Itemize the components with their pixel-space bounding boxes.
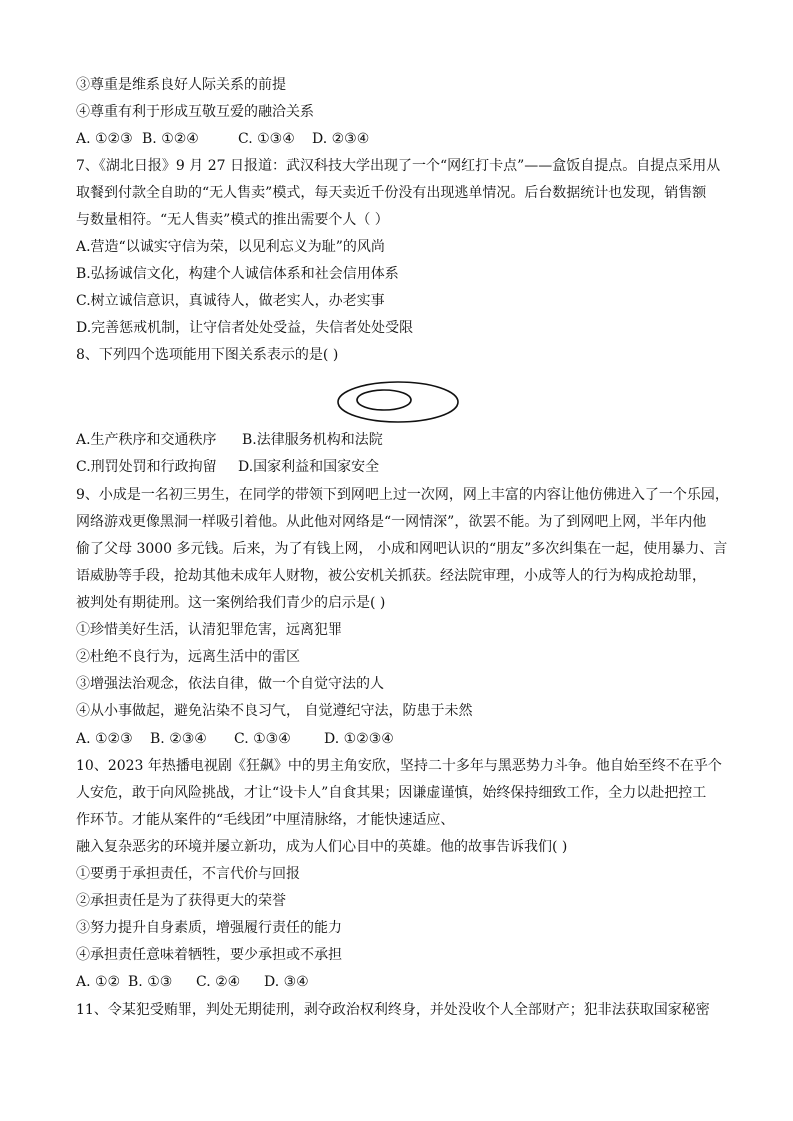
q9-item-1: ①珍惜美好生活，认清犯罪危害，远离犯罪 bbox=[76, 622, 342, 638]
q6-item-4: ④尊重有利于形成互敬互爱的融洽关系 bbox=[76, 104, 314, 120]
q9-stem-line-1: 9、小成是一名初三男生，在同学的带领下到网吧上过一次网，网上丰富的内容让他仿佛进入了一个乐园， bbox=[76, 487, 729, 503]
q6-option-d: D. ②③④ bbox=[312, 131, 370, 147]
q9-options bbox=[76, 730, 394, 748]
q8-option-b: B.法律服务机构和法院 bbox=[242, 432, 383, 448]
q10-stem-line-3: 作环节。才能从案件的“毛线团”中厘清脉络，才能快速适应、 bbox=[76, 812, 455, 828]
q9-option-b: B. ②③④ bbox=[150, 731, 207, 747]
inner-ellipse bbox=[357, 390, 411, 410]
q8-stem: 8、下列四个选项能用下图关系表示的是( ) bbox=[76, 347, 339, 363]
q9-stem-line-5: 被判处有期徒刑。这一案例给我们青少的启示是( ) bbox=[76, 595, 386, 611]
q7-option-d: D.完善惩戒机制，让守信者处处受益，失信者处处受限 bbox=[76, 320, 414, 336]
q9-stem-line-2: 网络游戏更像黑洞一样吸引着他。从此他对网络是“一网情深”，欲罢不能。为了到网吧上网，半年内他 bbox=[76, 514, 707, 530]
q6-option-b: B. ①②④ bbox=[142, 131, 199, 147]
q10-option-b: B. ①③ bbox=[128, 974, 173, 990]
q8-option-d: D.国家利益和国家安全 bbox=[238, 459, 380, 475]
q8-options-row-1 bbox=[76, 431, 383, 449]
q8-option-c: C.刑罚处罚和行政拘留 bbox=[76, 459, 217, 475]
q6-option-c: C. ①③④ bbox=[238, 131, 295, 147]
q9-option-d: D. ①②③④ bbox=[324, 731, 394, 747]
nested-ellipses-diagram bbox=[336, 380, 460, 424]
q9-option-c: C. ①③④ bbox=[234, 731, 291, 747]
q7-option-b: B.弘扬诚信文化，构建个人诚信体系和社会信用体系 bbox=[76, 266, 399, 282]
q10-stem-line-4: 融入复杂恶劣的环境并屡立新功，成为人们心目中的英雄。他的故事告诉我们( ) bbox=[76, 839, 568, 855]
q7-option-a: A.营造“以诚实守信为荣，以见利忘义为耻”的风尚 bbox=[76, 239, 385, 255]
outer-ellipse bbox=[338, 382, 458, 422]
q6-option-a: A. ①②③ bbox=[76, 131, 133, 147]
q10-stem-line-1: 10、2023 年热播电视剧《狂飙》中的男主角安欣，坚持二十多年与黑恶势力斗争。他自始至终不在乎个 bbox=[76, 758, 722, 774]
q11-stem-line-1: 11、令某犯受贿罪，判处无期徒刑，剥夺政治权利终身，并处没收个人全部财产；犯非法获取国家秘密 bbox=[76, 1002, 710, 1018]
q9-stem-line-4: 语威胁等手段，抢劫其他未成年人财物，被公安机关抓获。经法院审理，小成等人的行为构成抢劫罪， bbox=[76, 568, 706, 584]
q10-item-2: ②承担责任是为了获得更大的荣誉 bbox=[76, 893, 286, 909]
q9-stem-line-3: 偷了父母 3000 多元钱。后来，为了有钱上网， 小成和网吧认识的“朋友”多次纠集在一起，使用暴力、言 bbox=[76, 541, 728, 557]
q10-options bbox=[76, 973, 309, 991]
q10-option-a: A. ①② bbox=[76, 974, 121, 990]
q10-item-1: ①要勇于承担责任，不言代价与回报 bbox=[76, 866, 300, 882]
q9-item-3: ③增强法治观念，依法自律，做一个自觉守法的人 bbox=[76, 676, 384, 692]
q10-option-d: D. ③④ bbox=[264, 974, 309, 990]
q7-stem-line-3: 与数量相符。“无人售卖”模式的推出需要个人（ ） bbox=[76, 212, 389, 228]
q6-item-3: ③尊重是维系良好人际关系的前提 bbox=[76, 77, 286, 93]
q9-option-a: A. ①②③ bbox=[76, 731, 133, 747]
q9-item-2: ②杜绝不良行为，远离生活中的雷区 bbox=[76, 649, 300, 665]
q8-options-row-2 bbox=[76, 458, 379, 476]
q10-item-3: ③努力提升自身素质，增强履行责任的能力 bbox=[76, 920, 342, 936]
q10-item-4: ④承担责任意味着牺牲，要少承担或不承担 bbox=[76, 947, 342, 963]
q7-stem-line-2: 取餐到付款全自助的“无人售卖”模式，每天卖近千份没有出现逃单情况。后台数据统计也发现，销售额 bbox=[76, 185, 707, 201]
q8-option-a: A.生产秩序和交通秩序 bbox=[76, 432, 217, 448]
q9-item-4: ④从小事做起，避免沾染不良习气， 自觉遵纪守法，防患于未然 bbox=[76, 703, 473, 719]
q7-stem-line-1: 7、《湖北日报》9 月 27 日报道：武汉科技大学出现了一个“网红打卡点”——盒饭自提点。自提点采用从 bbox=[76, 158, 721, 174]
q7-option-c: C.树立诚信意识，真诚待人，做老实人，办老实事 bbox=[76, 293, 385, 309]
q6-options bbox=[76, 130, 369, 148]
q10-stem-line-2: 人安危，敢于向风险挑战，才让“设卡人”自食其果；因谦虚谨慎，始终保持细致工作，全力以赴把控工 bbox=[76, 785, 707, 801]
q10-option-c: C. ②④ bbox=[196, 974, 241, 990]
